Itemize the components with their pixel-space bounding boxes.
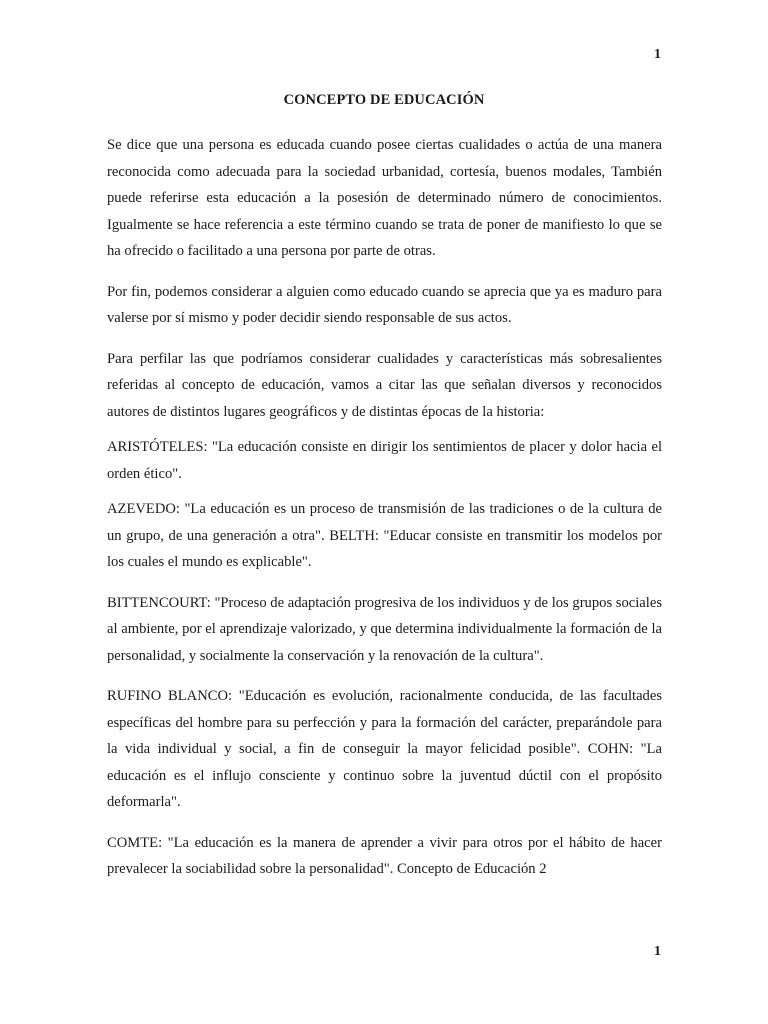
document-title: CONCEPTO DE EDUCACIÓN <box>283 92 485 108</box>
paragraph-azevedo-belth: AZEVEDO: "La educación es un proceso de transmisión de las tradiciones o de la cultura de un grupo, de una generación a otra". BELTH: "Educar consiste en transmitir los modelos por los cuales el mundo es explicable". <box>107 501 662 570</box>
page-number-bottom: 1 <box>654 944 661 959</box>
paragraph-comte: COMTE: "La educación es la manera de aprender a vivir para otros por el hábito de hacer prevalecer la sociabilidad sobre la personalidad". Concepto de Educación 2 <box>107 834 662 877</box>
page-number-top: 1 <box>654 47 661 62</box>
paragraph-rufino-blanco-cohn: RUFINO BLANCO: "Educación es evolución, racionalmente conducida, de las facultades específicas del hombre para su perfección y para la formación del carácter, preparándole para la vida individual y social, a fin de conseguir la mayor felicidad posible". COHN: "La educación es el influjo consciente y continuo sobre la juventud dúctil con el propósito deformarla". <box>107 688 662 810</box>
paragraph-aristoteles: ARISTÓTELES: "La educación consiste en dirigir los sentimientos de placer y dolor hacia el orden ético". <box>107 439 662 482</box>
document-body <box>107 132 662 883</box>
paragraph-intro: Se dice que una persona es educada cuando posee ciertas cualidades o actúa de una manera reconocida como adecuada para la sociedad urbanidad, cortesía, buenos modales, También puede referirse esta educación a la posesión de determinado número de conocimientos. Igualmente se hace referencia a este término cuando se trata de poner de manifiesto lo que se ha ofrecido o facilitado a una persona por parte de otras. <box>107 137 662 259</box>
paragraph-authors-intro: Para perfilar las que podríamos considerar cualidades y características más sobresalientes referidas al concepto de educación, vamos a citar las que señalan diversos y reconocidos autores de distintos lugares geográficos y de distintas épocas de la historia: <box>107 350 662 420</box>
paragraph-maturity: Por fin, podemos considerar a alguien como educado cuando se aprecia que ya es maduro para valerse por sí mismo y poder decidir siendo responsable de sus actos. <box>107 283 662 326</box>
paragraph-bittencourt: BITTENCOURT: "Proceso de adaptación progresiva de los individuos y de los grupos sociales al ambiente, por el aprendizaje valorizado, y que determina individualmente la formación de la personalidad, y socialmente la conservación y la renovación de la cultura". <box>107 594 662 664</box>
